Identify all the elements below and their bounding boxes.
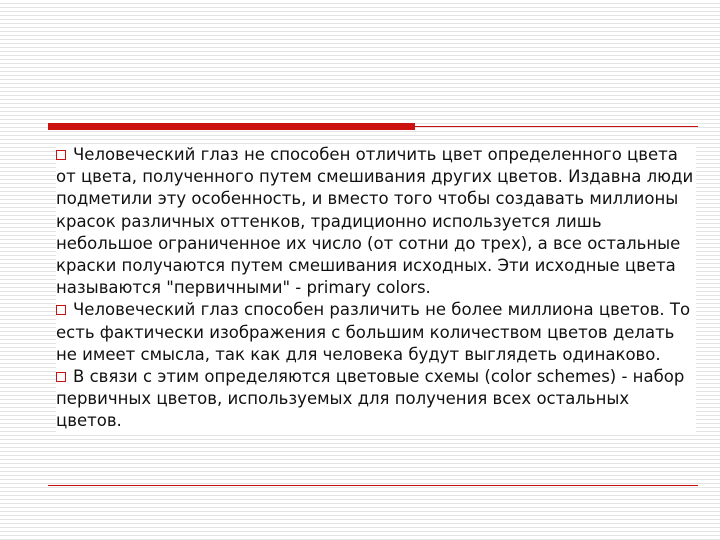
- square-bullet-icon: [56, 372, 66, 382]
- square-bullet-icon: [56, 150, 66, 160]
- title-divider-line: [415, 126, 698, 127]
- paragraph-text: В связи с этим определяются цветовые схемы (color schemes) - набор первичных цветов, используемых для получения всех остальных цветов.: [56, 367, 685, 431]
- square-bullet-icon: [56, 305, 66, 315]
- paragraph-text: Человеческий глаз способен различить не более миллиона цветов. То есть фактически изображения с большим количеством цветов делать не имеет смысла, так как для человека будут выглядеть одинаково.: [56, 300, 691, 364]
- title-accent-bar: [48, 123, 415, 130]
- bullet-paragraph-1: [56, 144, 696, 299]
- bottom-divider-line: [48, 485, 698, 486]
- paragraph-text: Человеческий глаз не способен отличить цвет определенного цвета от цвета, полученного путем смешивания других цветов. Издавна люди подметили эту особенность, и вместо того чтобы создавать миллионы красок различных оттенков, традиционно используется лишь небольшое ограниченное их число (от сотни до трех), а все остальные краски получаются путем смешивания исходных. Эти исходные цвета называются "первичными" - primary colors.: [56, 145, 694, 298]
- bullet-paragraph-3: [56, 366, 696, 433]
- slide-body: [56, 144, 696, 433]
- bullet-paragraph-2: [56, 299, 696, 366]
